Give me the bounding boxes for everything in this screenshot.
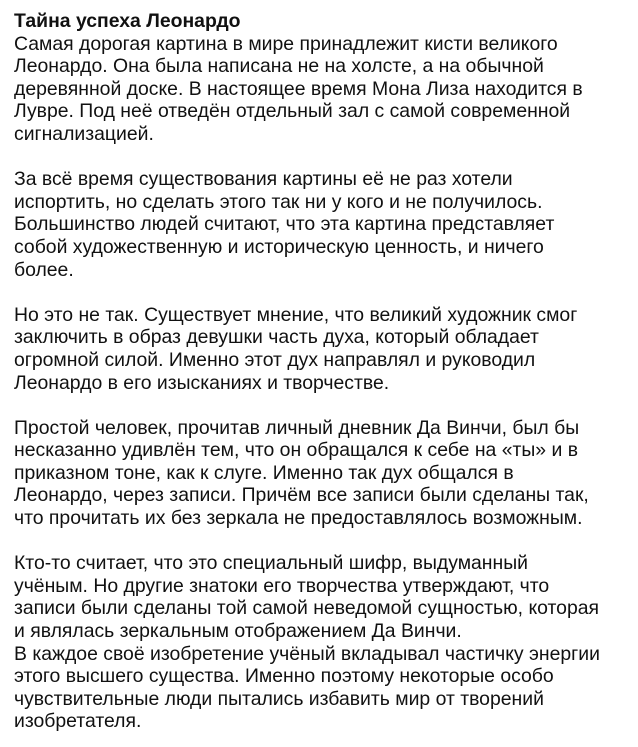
paragraph-2: За всё время существования картины её не раз хотели испортить, но сделать этого так ни у кого и не получилось. Большинство людей считают, что эта картина представляет собой художественную и историческую ценность, и ничего более. xyxy=(14,168,555,281)
paragraph-6: В каждое своё изобретение учёный вкладывал частичку энергии этого высшего существа. Именно поэтому некоторые особо чувствительные люди пытались избавить мир от творений изобретателя. xyxy=(14,642,600,733)
article-title: Тайна успеха Леонардо xyxy=(14,10,241,32)
paragraph-5: Кто-то считает, что это специальный шифр, выдуманный учёным. Но другие знатоки его творчества утверждают, что записи были сделаны той самой неведомой сущностью, которая и являлась зеркальным отображением Да Винчи. xyxy=(14,552,600,643)
paragraph-1: Самая дорогая картина в мире принадлежит кисти великого Леонардо. Она была написана не на холсте, а на обычной деревянной доске. В настоящее время Мона Лиза находится в Лувре. Под неё отведён отдельный зал с самой современной сигнализацией. xyxy=(14,32,583,145)
paragraph-3: Но это не так. Существует мнение, что великий художник смог заключить в образ девушки часть духа, который обладает огромной силой. Именно этот дух направлял и руководил Леонардо в его изысканиях и творчестве. xyxy=(14,303,578,394)
paragraph-4: Простой человек, прочитав личный дневник Да Винчи, был бы несказанно удивлён тем, что он обращался к себе на «ты» и в приказном тоне, как к слуге. Именно так дух общался в Леонардо, через записи. Причём все записи были сделаны так, что прочитать их без зеркала не предоставлялось возможным. xyxy=(14,416,589,530)
